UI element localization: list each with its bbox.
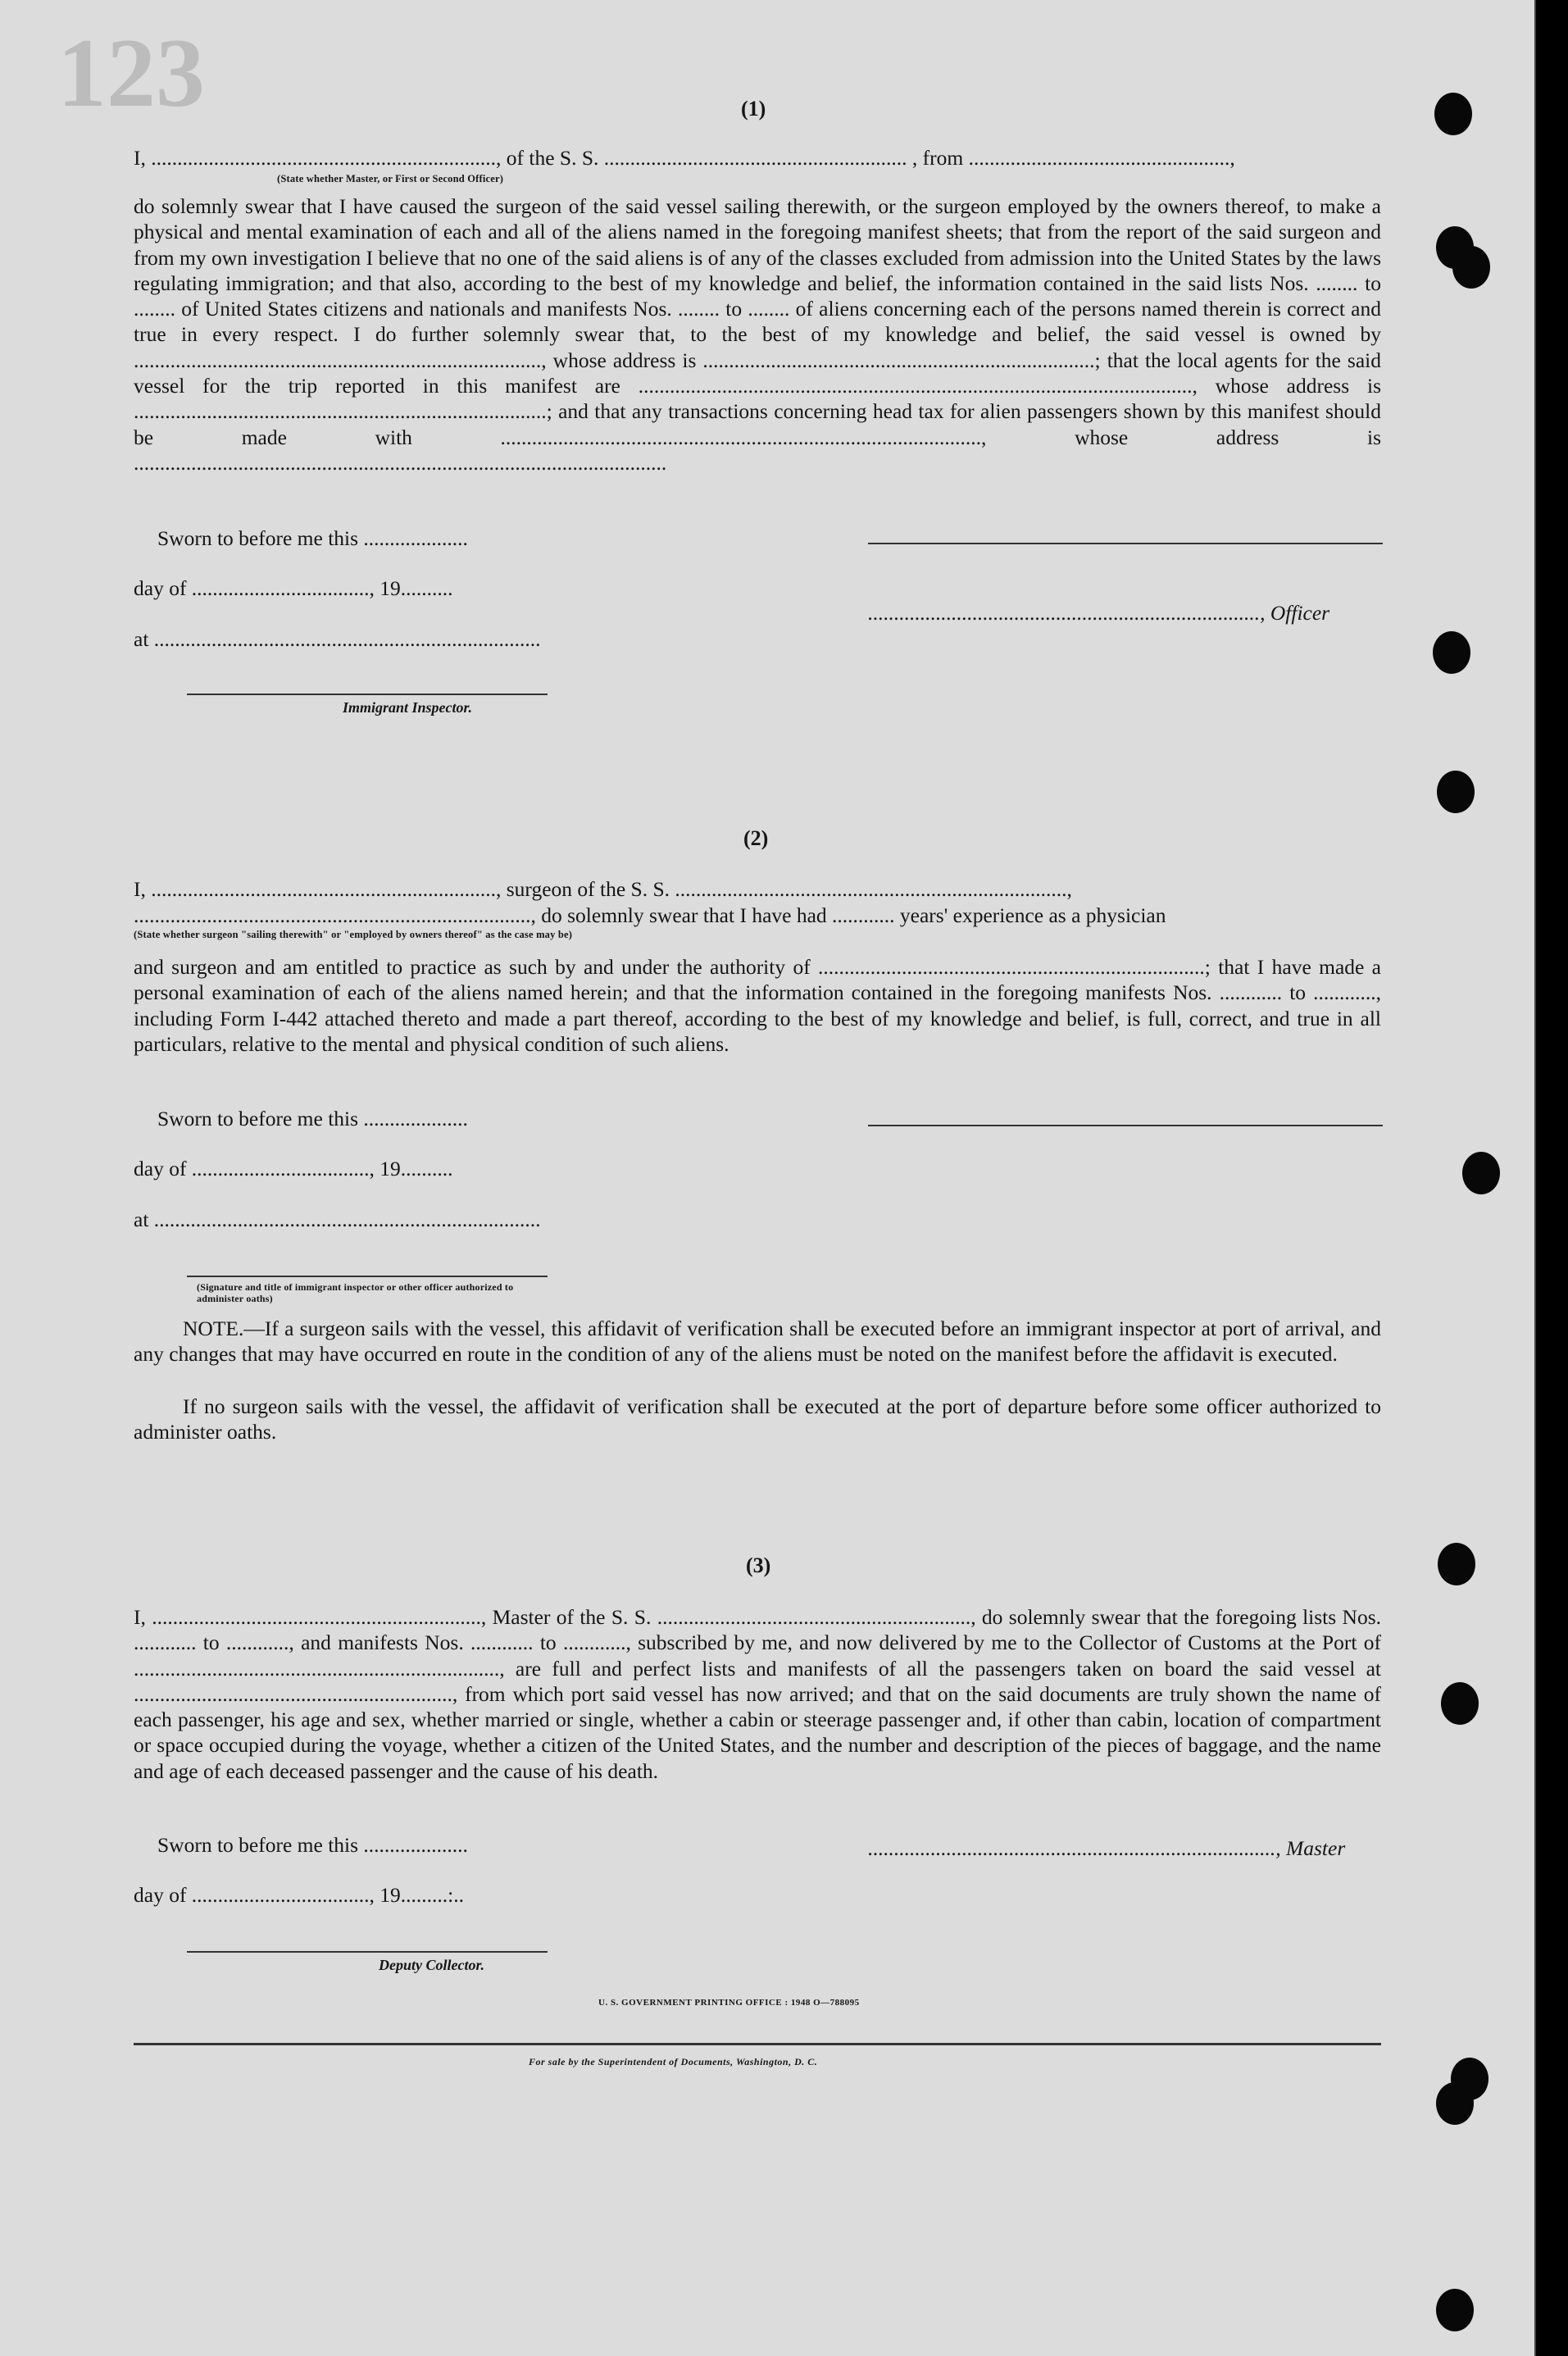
section-1-number: (1) (741, 97, 766, 121)
section-1-sworn: Sworn to before me this .................... (157, 526, 468, 550)
section-1-caption: (State whether Master, or First or Second Officer) (277, 173, 504, 184)
section-2-caption: (State whether surgeon "sailing therewith" or "employed by owners thereof" as the case may be) (134, 929, 573, 940)
section-2-note: NOTE.—If a surgeon sails with the vessel, this affidavit of verification shall be executed before an immigrant inspector at port of arrival, and any changes that may have occurred en route in the condition of any of the aliens must be noted on the manifest before the affidavit is executed. (134, 1317, 1381, 1367)
section-3-number: (3) (746, 1553, 771, 1577)
section-3-master: .............................................................................., Master (868, 1836, 1346, 1860)
section-3-collector-caption: Deputy Collector. (379, 1957, 484, 1973)
section-2-day: day of .................................., 19.......... (134, 1157, 453, 1180)
footer-rule (134, 2043, 1381, 2045)
section-1-line-1: I, .................................................................., of the S. S. .......................................................... , from .................................................., (134, 146, 1235, 170)
section-1-paragraph: do solemnly swear that I have caused the surgeon of the said vessel sailing therewith, or the surgeon employed by the owners thereof, to make a physical and mental examination of each and all of the aliens named in the foregoing manifest sheets; that from the report of the said surgeon and from my own investigation I believe that no one of the said aliens is of any of the classes excluded from admission into the United States by the laws regulating immigration; and that also, according to the best of my knowledge and belief, the information contained in the said lists Nos. ........ to ........ of United States citizens and nationals and manifests Nos. ........ to ........ of aliens concerning each of the persons named therein is correct and true in every respect. I do further solemnly swear that, to the best of my knowledge and belief, the said vessel is owned by .............................................................................., whose address is ...........................................................................; that the local agents for the said vessel for the trip reported in this manifest are .........................................................................................................., whose address is ...............................................................................; and that any transactions concerning head tax for alien passengers shown by this manifest should be made with ............................................................................................, whose address is ...................................................................................................... (134, 194, 1381, 475)
section-1-inspector-line (187, 694, 548, 695)
punch-hole (1436, 2082, 1474, 2125)
section-2-sworn: Sworn to before me this .................... (157, 1107, 468, 1130)
section-3-paragraph: I, ..............................................................., Master of the S. S. ............................................................, do solemnly swear that the foregoing lists Nos. ............ to ............, and manifests Nos. ............ to ............, subscribed by me, and now delivered by me to the Collector of Customs at the Port of ......................................................................, are full and perfect lists and manifests of all the passengers taken on board the said vessel at ............................................................., from which port said vessel has now arrived; and that on the said documents are truly shown the name of each passenger, his age and sex, whether married or single, whether a cabin or steerage passenger and, if other than cabin, location of compartment or space occupied during the voyage, whether a citizen of the United States, and the number and description of the pieces of baggage, and the name and age of each deceased passenger and the cause of his death. (134, 1605, 1381, 1783)
section-2-signature-caption: (Signature and title of immigrant inspector or other officer authorized to administer oaths) (197, 1281, 514, 1304)
section-2-paragraph: and surgeon and am entitled to practice as such by and under the authority of ..........................................................................; that I have made a personal examination of each of the aliens named herein; and that the information contained in the foregoing manifests Nos. ............ to ............, including Form I-442 attached thereto and made a part thereof, according to the best of my knowledge and belief, is full, correct, and true in all particulars, relative to the mental and physical condition of such aliens. (134, 955, 1381, 1056)
printer-imprint: U. S. GOVERNMENT PRINTING OFFICE : 1948 O—788095 (598, 1998, 860, 2008)
section-2-signature-line (868, 1125, 1383, 1126)
punch-hole (1433, 631, 1470, 674)
section-3-day: day of .................................., 19.........:.. (134, 1883, 465, 1907)
section-2-at: at .......................................................................... (134, 1208, 541, 1231)
punch-hole (1434, 93, 1472, 135)
section-1-signature-line (868, 543, 1383, 544)
section-1-officer: ..........................................................................., Officer (868, 601, 1330, 625)
section-3-sworn: Sworn to before me this .................... (157, 1833, 468, 1857)
punch-hole (1437, 771, 1475, 813)
section-2-note-2: If no surgeon sails with the vessel, the affidavit of verification shall be executed at the port of departure before some officer authorized to administer oaths. (134, 1394, 1381, 1444)
bleed-through-mark: 123 (57, 18, 205, 127)
punch-hole (1438, 1543, 1475, 1585)
punch-hole (1441, 1682, 1479, 1725)
section-2-line-2: ............................................................................, do solemnly swear that I have had ............ years' experience as a physician (134, 903, 1166, 927)
section-1-inspector-caption: Immigrant Inspector. (343, 699, 473, 716)
punch-hole (1452, 246, 1490, 289)
section-1-at: at .......................................................................... (134, 627, 541, 651)
section-3-collector-line (187, 1951, 548, 1953)
section-1-day: day of .................................., 19.......... (134, 576, 453, 600)
punch-hole (1462, 1152, 1500, 1194)
section-2-line-1: I, .................................................................., surgeon of the S. S. ..........................................................................., (134, 877, 1072, 901)
punch-hole (1436, 2289, 1474, 2331)
section-2-number: (2) (743, 826, 769, 850)
bleed-through-text (1049, 98, 1377, 148)
footer-sales-note: For sale by the Superintendent of Documents, Washington, D. C. (529, 2056, 818, 2067)
section-2-inspector-line (187, 1276, 548, 1277)
